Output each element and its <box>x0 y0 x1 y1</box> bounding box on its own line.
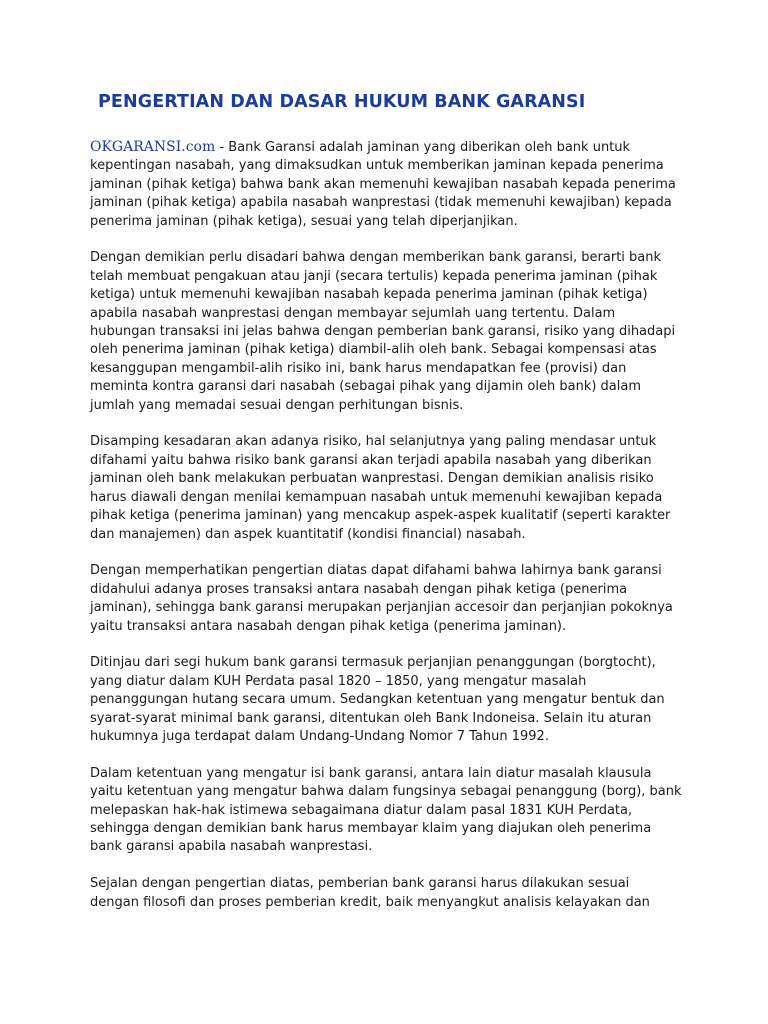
paragraph-2: Dengan demikian perlu disadari bahwa dengan memberikan bank garansi, berarti bank telah membuat pengakuan atau janji (secara tertulis) kepada penerima jaminan (pihak ketiga) untuk memenuhi kewajiban nasabah kepada penerima jaminan (pihak ketiga) apabila nasabah wanprestasi dengan membayar sejumlah uang tertentu. Dalam hubungan transaksi ini jelas bahwa dengan pemberian bank garansi, risiko yang dihadapi oleh penerima jaminan (pihak ketiga) diambil-alih oleh bank. Sebagai kompensasi atas kesanggupan mengambil-alih risiko ini, bank harus mendapatkan fee (provisi) dan meminta kontra garansi dari nasabah (sebagai pihak yang dijamin oleh bank) dalam jumlah yang memadai sesuai dengan perhitungan bisnis. <box>90 250 676 413</box>
paragraph-4: Dengan memperhatikan pengertian diatas dapat difahami bahwa lahirnya bank garansi didahului adanya proses transaksi antara nasabah dengan pihak ketiga (penerima jaminan), sehingga bank garansi merupakan perjanjian accesoir dan perjanjian pokoknya yaitu transaksi antara nasabah dengan pihak ketiga (penerima jaminan). <box>90 563 673 634</box>
document-title: PENGERTIAN DAN DASAR HUKUM BANK GARANSI <box>98 92 586 112</box>
paragraph-7: Sejalan dengan pengertian diatas, pemberian bank garansi harus dilakukan sesuai dengan filosofi dan proses pemberian kredit, baik menyangkut analisis kelayakan dan <box>90 876 650 910</box>
paragraph-3: Disamping kesadaran akan adanya risiko, hal selanjutnya yang paling mendasar untuk difahami yaitu bahwa risiko bank garansi akan terjadi apabila nasabah yang diberikan jaminan oleh bank melakukan perbuatan wanprestasi. Dengan demikian analisis risiko harus diawali dengan menilai kemampuan nasabah untuk memenuhi kewajiban kepada pihak ketiga (penerima jaminan) yang mencakup aspek-aspek kualitatif (seperti karakter dan manajemen) dan aspek kuantitatif (kondisi financial) nasabah. <box>90 434 671 542</box>
brand-name: OKGARANSI.com <box>90 139 216 155</box>
paragraph-6: Dalam ketentuan yang mengatur isi bank garansi, antara lain diatur masalah klausula yaitu ketentuan yang mengatur bahwa dalam fungsinya sebagai penanggung (borg), bank melepaskan hak-hak istimewa sebagaimana diatur dalam pasal 1831 KUH Perdata, sehingga dengan demikian bank harus membayar klaim yang diajukan oleh penerima bank garansi apabila nasabah wanprestasi. <box>90 765 682 855</box>
paragraph-intro-text: - Bank Garansi adalah jaminan yang diberikan oleh bank untuk kepentingan nasabah, yang dimaksudkan untuk memberikan jaminan kepada penerima jaminan (pihak ketiga) bahwa bank akan memenuhi kewajiban nasabah kepada penerima jaminan (pihak ketiga) apabila nasabah wanprestasi (tidak memenuhi kewajiban) kepada penerima jaminan (pihak ketiga), sesuai yang telah diperjanjikan. <box>90 140 676 229</box>
document-page <box>90 92 682 930</box>
paragraph-5: Ditinjau dari segi hukum bank garansi termasuk perjanjian penanggungan (borgtocht), yang diatur dalam KUH Perdata pasal 1820 – 1850, yang mengatur masalah penanggungan hutang secara umum. Sedangkan ketentuan yang mengatur bentuk dan syarat-syarat minimal bank garansi, ditentukan oleh Bank Indoneisa. Selain itu aturan hukumnya juga terdapat dalam Undang-Undang Nomor 7 Tahun 1992. <box>90 655 665 744</box>
paragraph-intro <box>90 138 682 231</box>
